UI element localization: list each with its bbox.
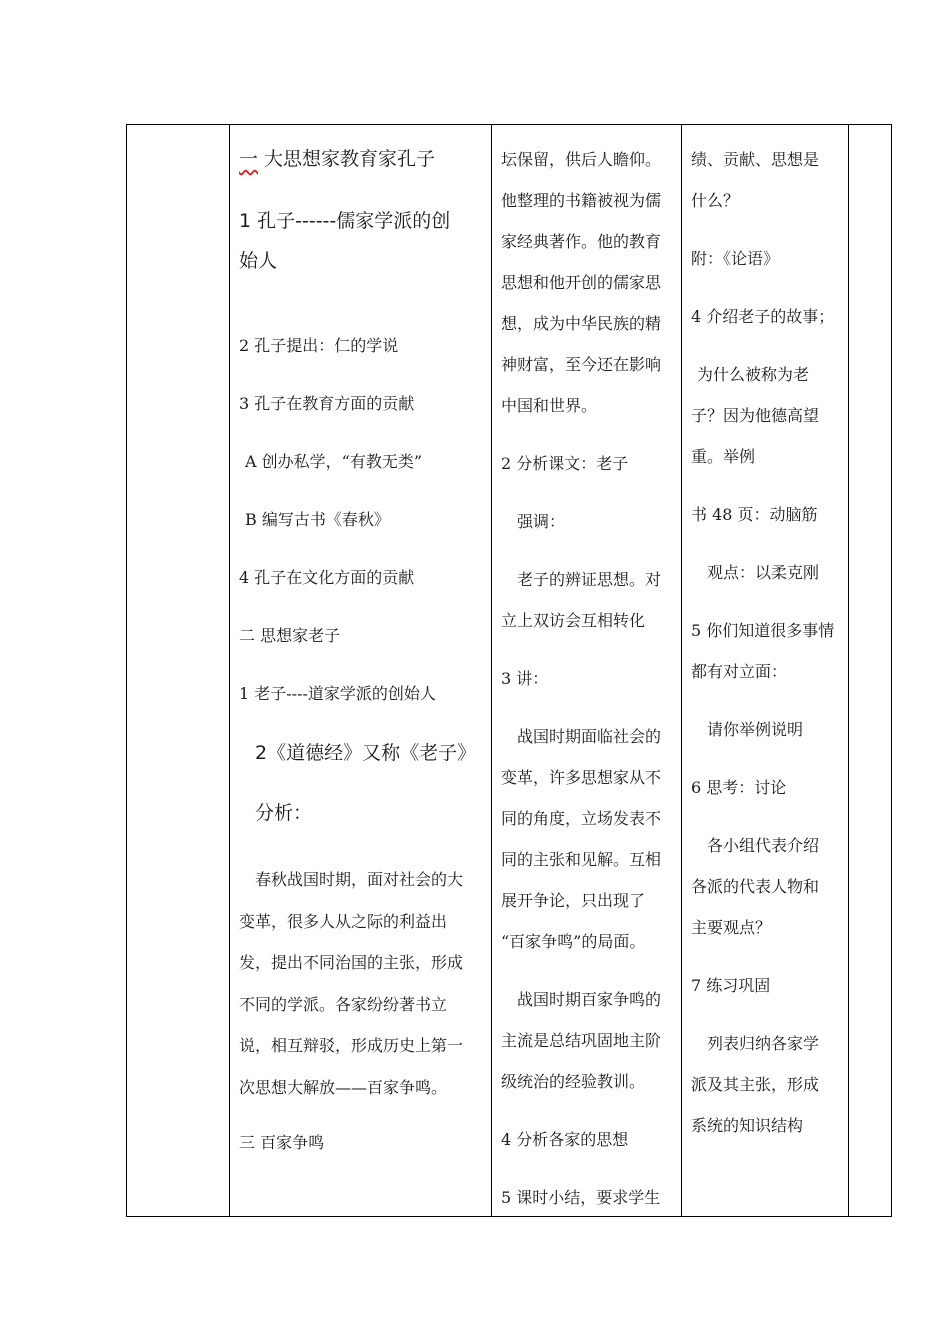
content-line: 立上双访会互相转化 — [501, 611, 646, 630]
column-2-content — [230, 125, 491, 1216]
lesson-table — [126, 124, 892, 1217]
content-line: 说，相互辩驳，形成历史上第一 — [239, 1036, 464, 1055]
content-line: 1 孔子------儒家学派的创 — [239, 210, 451, 232]
column-3-teacher-activity — [492, 125, 681, 1216]
content-line: 变革，许多思想家从不 — [501, 768, 662, 787]
content-line: 展开争论，只出现了 — [501, 891, 646, 910]
content-line: “百家争鸣”的局面。 — [501, 932, 646, 951]
content-line: 坛保留，供后人瞻仰。 — [501, 150, 662, 169]
content-line: 战国时期百家争鸣的 — [517, 990, 662, 1009]
column-5-empty — [849, 125, 891, 1216]
content-line: 老子的辨证思想。对 — [517, 570, 662, 589]
content-line: 5 课时小结，要求学生 — [501, 1188, 661, 1207]
content-line: 始人 — [239, 250, 278, 272]
content-line: 分析： — [255, 802, 313, 824]
content-line: 主流是总结巩固地主阶 — [501, 1031, 662, 1050]
content-line: 各派的代表人物和 — [691, 877, 820, 896]
content-line: 4 分析各家的思想 — [501, 1130, 629, 1149]
section-one-heading — [239, 139, 485, 180]
content-line: 什么？ — [691, 191, 740, 210]
content-line: 3 讲： — [501, 669, 549, 688]
content-line: 战国时期面临社会的 — [517, 727, 662, 746]
content-line: 子？因为他德高望 — [691, 406, 820, 425]
content-line: 请你举例说明 — [707, 720, 804, 739]
content-line: 次思想大解放——百家争鸣。 — [239, 1077, 448, 1097]
content-line: 1 老子----道家学派的创始人 — [239, 684, 436, 703]
content-line: 绩、贡献、思想是 — [691, 150, 820, 169]
section-three-heading: 三 百家争鸣 — [239, 1133, 325, 1152]
content-line: 同的角度，立场发表不 — [501, 809, 662, 828]
content-line: 同的主张和见解。互相 — [501, 850, 662, 869]
content-line: 春秋战国时期，面对社会的大 — [255, 870, 464, 889]
content-line: 想，成为中华民族的精 — [501, 314, 662, 333]
content-line: 主要观点？ — [691, 918, 772, 937]
content-line: 发，提出不同治国的主张，形成 — [239, 953, 464, 972]
content-line: 为什么被称为老 — [697, 365, 810, 384]
content-line: 列表归纳各家学 — [707, 1034, 820, 1053]
content-line: 神财富，至今还在影响 — [501, 355, 662, 374]
section-one-title: 大思想家教育家孔子 — [258, 148, 436, 170]
content-line: B 编写古书《春秋》 — [245, 510, 390, 529]
content-line: 强调： — [517, 512, 566, 531]
content-line: 2 分析课文：老子 — [501, 454, 629, 473]
content-line: 家经典著作。他的教育 — [501, 232, 662, 251]
content-line: 各小组代表介绍 — [707, 836, 820, 855]
content-line: 系统的知识结构 — [691, 1116, 804, 1135]
content-line: A 创办私学，“有教无类” — [245, 452, 423, 471]
content-line: 附：《论语》 — [691, 249, 780, 268]
content-line: 4 孔子在文化方面的贡献 — [239, 568, 415, 587]
content-line: 变革，很多人从之际的利益出 — [239, 911, 448, 931]
content-line: 2 孔子提出：仁的学说 — [239, 336, 399, 355]
content-line: 他整理的书籍被视为儒 — [501, 191, 662, 210]
content-line: 2《道德经》又称《老子》 — [255, 742, 477, 764]
content-line: 4 介绍老子的故事； — [691, 307, 835, 326]
content-line: 3 孔子在教育方面的贡献 — [239, 394, 415, 413]
content-line: 重。举例 — [691, 447, 756, 466]
content-line: 书 48 页：动脑筋 — [691, 505, 818, 524]
content-line: 思想和他开创的儒家思 — [501, 273, 662, 292]
content-line: 中国和世界。 — [501, 396, 598, 415]
section-one-number: 一 — [239, 148, 259, 170]
column-1-empty — [127, 125, 229, 1216]
content-line: 派及其主张，形成 — [691, 1075, 820, 1094]
content-line: 7 练习巩固 — [691, 976, 771, 995]
content-line: 级统治的经验教训。 — [501, 1072, 646, 1091]
content-line: 都有对立面： — [691, 662, 788, 681]
content-line: 观点：以柔克刚 — [707, 563, 820, 582]
content-line: 6 思考：讨论 — [691, 778, 787, 797]
section-two-heading: 二 思想家老子 — [239, 626, 341, 645]
column-4-student-activity — [682, 125, 848, 1216]
content-line: 不同的学派。各家纷纷著书立 — [239, 994, 448, 1014]
content-line: 5 你们知道很多事情 — [691, 621, 835, 640]
